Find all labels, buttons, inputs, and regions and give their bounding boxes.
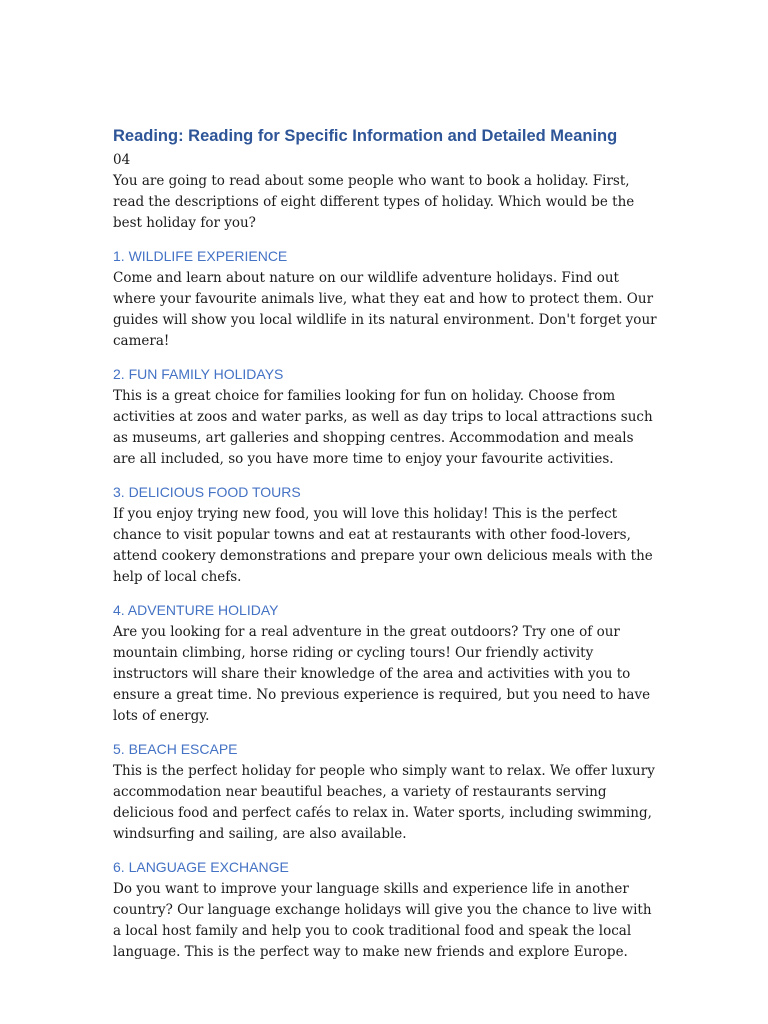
section-beach [113,739,658,845]
section-food [113,482,658,588]
intro-paragraph: You are going to read about some people who want to book a holiday. First, read the descriptions of eight different types of holiday. Which would be the best holiday for you? [113,173,635,231]
section-body: Come and learn about nature on our wildlife adventure holidays. Find out where your favourite animals live, what they eat and how to protect them. Our guides will show you local wildlife in its natural environment. Don't forget your camera! [113,270,657,349]
section-adventure [113,600,658,727]
section-heading: 4. ADVENTURE HOLIDAY [113,602,279,618]
section-body: If you enjoy trying new food, you will love this holiday! This is the perfect chance to visit popular towns and eat at restaurants with other food-lovers, attend cookery demonstrations and prepare your own delicious meals with the help of local chefs. [113,506,653,585]
section-body: This is a great choice for families looking for fun on holiday. Choose from activities at zoos and water parks, as well as day trips to local attractions such as museums, art galleries and shopping centres. Accommodation and meals are all included, so you have more time to enjoy your favourite activities. [113,388,653,467]
page-title: Reading: Reading for Specific Information and Detailed Meaning [113,127,618,145]
section-heading: 1. WILDLIFE EXPERIENCE [113,248,288,264]
section-heading: 3. DELICIOUS FOOD TOURS [113,484,301,500]
section-body: Do you want to improve your language skills and experience life in another country? Our language exchange holidays will give you the chance to live with a local host family and help you to cook traditional food and speak the local language. This is the perfect way to make new friends and explore Europe. [113,881,652,960]
section-heading: 2. FUN FAMILY HOLIDAYS [113,366,284,382]
section-language [113,857,658,963]
section-heading: 6. LANGUAGE EXCHANGE [113,859,289,875]
section-family [113,364,658,470]
document-page [113,124,658,963]
section-body: Are you looking for a real adventure in the great outdoors? Try one of our mountain climbing, horse riding or cycling tours! Our friendly activity instructors will share their knowledge of the area and activities with you to ensure a great time. No previous experience is required, but you need to have lots of energy. [113,624,651,724]
section-wildlife [113,246,658,352]
section-heading: 5. BEACH ESCAPE [113,741,238,757]
section-body: This is the perfect holiday for people who simply want to relax. We offer luxury accommodation near beautiful beaches, a variety of restaurants serving delicious food and perfect cafés to relax in. Water sports, including swimming, windsurfing and sailing, are also available. [113,763,655,842]
exercise-number: 04 [113,152,131,168]
